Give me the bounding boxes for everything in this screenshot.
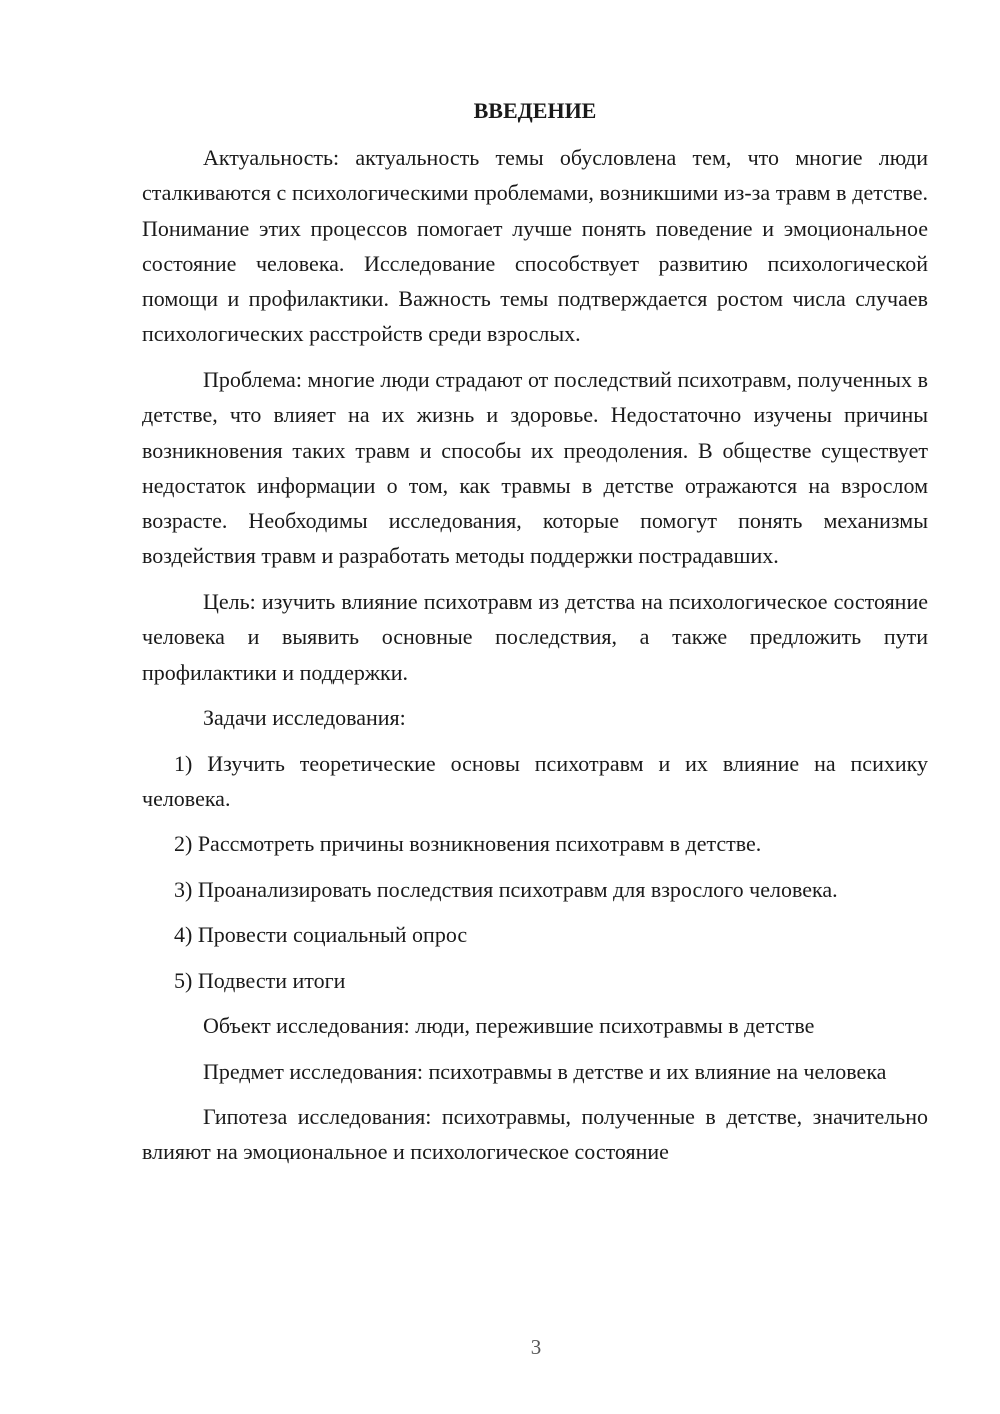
paragraph-relevance: Актуальность: актуальность темы обусловлена тем, что многие люди сталкиваются с психологическими проблемами, возникшими из-за травм в детстве. Понимание этих процессов помогает лучше понять поведение и эмоциональное состояние человека. Исследование способствует развитию психологической помощи и профилактики. Важность темы подтверждается ростом числа случаев психологических расстройств среди взрослых. — [142, 145, 928, 347]
paragraph-hypothesis: Гипотеза исследования: психотравмы, полученные в детстве, значительно влияют на эмоциональное и психологическое состояние — [142, 1104, 928, 1165]
paragraph-subject: Предмет исследования: психотравмы в детстве и их влияние на человека — [203, 1058, 887, 1084]
paragraph-goal: Цель: изучить влияние психотравм из детства на психологическое состояние человека и выявить основные последствия, а также предложить пути профилактики и поддержки. — [142, 588, 928, 685]
task-item-4: 4) Провести социальный опрос — [174, 922, 468, 948]
page-number: 3 — [530, 1335, 542, 1359]
task-item-2: 2) Рассмотреть причины возникновения психотравм в детстве. — [174, 831, 762, 857]
tasks-heading: Задачи исследования: — [203, 705, 406, 731]
task-item-3: 3) Проанализировать последствия психотравм для взрослого человека. — [174, 876, 838, 902]
task-item-5: 5) Подвести итоги — [174, 967, 346, 993]
paragraph-object: Объект исследования: люди, пережившие психотравмы в детстве — [203, 1013, 815, 1039]
paragraph-problem: Проблема: многие люди страдают от последствий психотравм, полученных в детстве, что влияет на их жизнь и здоровье. Недостаточно изучены причины возникновения таких травм и способы их преодоления. В обществе существует недостаток информации о том, как травмы в детстве отражаются на взрослом возрасте. Необходимы исследования, которые помогут понять механизмы воздействия травм и разработать методы поддержки пострадавших. — [142, 366, 928, 569]
body-text — [142, 140, 928, 1180]
task-item-1: 1) Изучить теоретические основы психотравм и их влияние на психику человека. — [142, 750, 928, 811]
section-title: ВВЕДЕНИЕ — [473, 98, 597, 123]
